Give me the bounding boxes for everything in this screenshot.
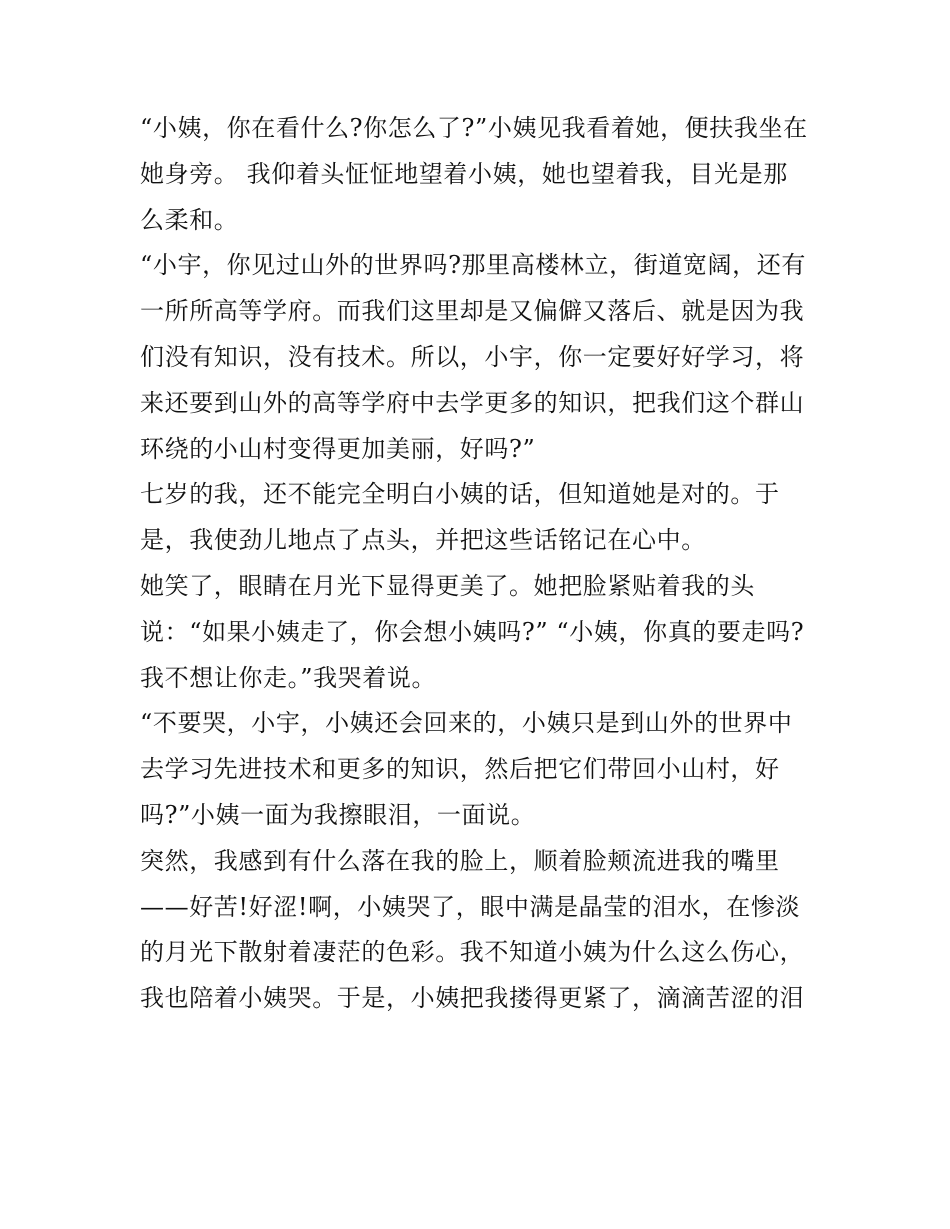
text-line: 说：“如果小姨走了，你会想小姨吗?” “小姨，你真的要走吗? — [140, 617, 805, 646]
text-line: 的月光下散射着凄茫的色彩。我不知道小姨为什么这么伤心， — [140, 938, 805, 967]
text-line: 去学习先进技术和更多的知识，然后把它们带回小山村，好 — [140, 755, 780, 784]
text-line: “不要哭，小宇，小姨还会回来的，小姨只是到山外的世界中 — [140, 709, 793, 738]
text-line: 她笑了，眼睛在月光下显得更美了。她把脸紧贴着我的头 — [140, 571, 755, 600]
text-line: 吗?”小姨一面为我擦眼泪，一面说。 — [140, 800, 536, 829]
text-line: “小宇，你见过山外的世界吗?那里高楼林立，街道宽阔，还有 — [140, 251, 806, 280]
text-line: 突然，我感到有什么落在我的脸上，顺着脸颊流进我的嘴里 — [140, 846, 780, 875]
text-line: 我不想让你走。”我哭着说。 — [140, 663, 437, 692]
text-line: “小姨，你在看什么?你怎么了?”小姨见我看着她，便扶我坐在 — [140, 114, 808, 142]
text-line: 环绕的小山村变得更加美丽，好吗?” — [140, 434, 536, 463]
text-line: 一所所高等学府。而我们这里却是又偏僻又落后、就是因为我 — [140, 297, 805, 326]
text-line: 们没有知识，没有技术。所以，小宇，你一定要好好学习，将 — [140, 342, 805, 371]
text-line: ——好苦!好涩!啊，小姨哭了，眼中满是晶莹的泪水，在惨淡 — [140, 892, 801, 921]
text-line: 么柔和。 — [140, 205, 239, 234]
text-line: 她身旁。 我仰着头怔怔地望着小姨，她也望着我，目光是那 — [140, 159, 788, 188]
text-line: 七岁的我，还不能完全明白小姨的话，但知道她是对的。于 — [140, 480, 780, 509]
text-line: 我也陪着小姨哭。于是，小姨把我搂得更紧了，滴滴苦涩的泪 — [140, 984, 805, 1013]
text-line: 来还要到山外的高等学府中去学更多的知识，把我们这个群山 — [140, 388, 805, 417]
body-text — [140, 106, 820, 1022]
text-line: 是，我使劲儿地点了点头，并把这些话铭记在心中。 — [140, 526, 706, 555]
